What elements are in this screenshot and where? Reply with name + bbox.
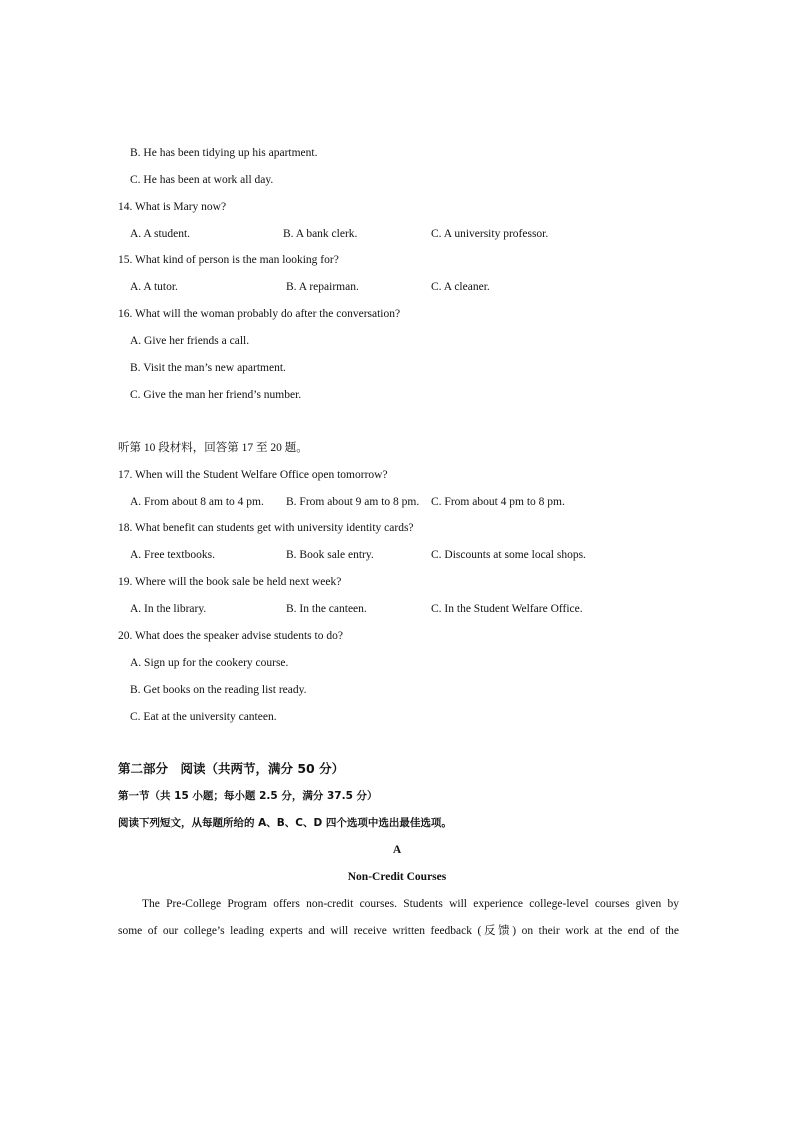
q18-question: 18. What benefit can students get with university identity cards? xyxy=(118,522,414,534)
q18-option-b: B. Book sale entry. xyxy=(286,549,374,561)
q15-option-b: B. A repairman. xyxy=(286,281,359,293)
section10-instruction: 听第 10 段材料，回答第 17 至 20 题。 xyxy=(118,442,308,454)
q16-option-c: C. Give the man her friend’s number. xyxy=(130,389,302,401)
q17-option-c: C. From about 4 pm to 8 pm. xyxy=(431,496,565,508)
q15-question: 15. What kind of person is the man looking for? xyxy=(118,254,339,266)
part2-section1: 第一节（共 15 小题；每小题 2.5 分，满分 37.5 分） xyxy=(118,790,378,802)
q14-option-a: A. A student. xyxy=(130,228,191,240)
q20-option-a: A. Sign up for the cookery course. xyxy=(130,657,289,669)
q14-option-c: C. A university professor. xyxy=(431,228,549,240)
q20-option-c: C. Eat at the university canteen. xyxy=(130,711,277,723)
q19-option-b: B. In the canteen. xyxy=(286,603,367,615)
q19-option-a: A. In the library. xyxy=(130,603,207,615)
q20-option-b: B. Get books on the reading list ready. xyxy=(130,684,307,696)
q19-question: 19. Where will the book sale be held next week? xyxy=(118,576,342,588)
q18-option-a: A. Free textbooks. xyxy=(130,549,215,561)
q17-option-b: B. From about 9 am to 8 pm. xyxy=(286,496,420,508)
q20-question: 20. What does the speaker advise students to do? xyxy=(118,630,343,642)
q14-option-b: B. A bank clerk. xyxy=(283,228,358,240)
q19-option-c: C. In the Student Welfare Office. xyxy=(431,603,583,615)
passage-letter: A xyxy=(392,844,402,856)
q13-option-b: B. He has been tidying up his apartment. xyxy=(130,147,318,159)
passage-line-1: The Pre-College Program offers non-credit courses. Students will experience college-level courses given by xyxy=(142,898,679,910)
q16-question: 16. What will the woman probably do after the conversation? xyxy=(118,308,401,320)
part2-instruction: 阅读下列短文，从每题所给的 A、B、C、D 四个选项中选出最佳选项。 xyxy=(118,817,452,829)
part2-heading: 第二部分 阅读（共两节，满分 50 分） xyxy=(118,761,345,776)
passage-line-2: some of our college’s leading experts and will receive written feedback (反馈) on their work at the end of the xyxy=(118,925,679,937)
q14-question: 14. What is Mary now? xyxy=(118,201,227,213)
q18-option-c: C. Discounts at some local shops. xyxy=(431,549,586,561)
q15-option-a: A. A tutor. xyxy=(130,281,178,293)
passage-title: Non-Credit Courses xyxy=(347,871,447,883)
q16-option-a: A. Give her friends a call. xyxy=(130,335,250,347)
q15-option-c: C. A cleaner. xyxy=(431,281,490,293)
q17-option-a: A. From about 8 am to 4 pm. xyxy=(130,496,264,508)
q17-question: 17. When will the Student Welfare Office open tomorrow? xyxy=(118,469,388,481)
q16-option-b: B. Visit the man’s new apartment. xyxy=(130,362,286,374)
q13-option-c: C. He has been at work all day. xyxy=(130,174,274,186)
